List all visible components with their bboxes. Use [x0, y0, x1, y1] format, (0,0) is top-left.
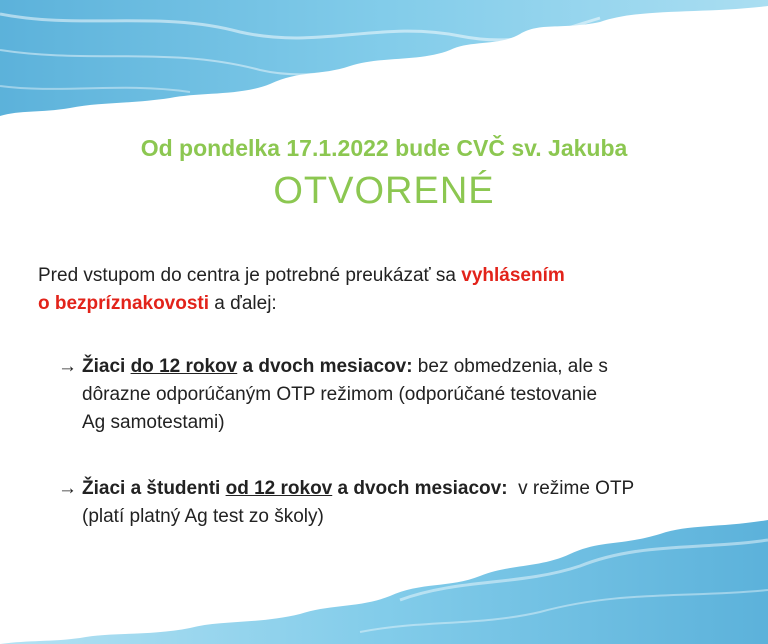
- list-item: [58, 353, 738, 437]
- top-brush-decoration: [0, 0, 768, 120]
- item-text-line2: (platí platný Ag test zo školy): [82, 506, 324, 527]
- item-age-underlined: od 12 rokov: [225, 478, 333, 499]
- item-text-line1: bez obmedzenia, ale s: [412, 356, 608, 377]
- item-bold-start: Žiaci a študenti: [82, 478, 226, 499]
- item-bold-end: a dvoch mesiacov:: [332, 478, 508, 499]
- headline-date: Od pondelka 17.1.2022 bude CVČ sv. Jakuba: [140, 135, 628, 161]
- arrow-icon: →: [58, 356, 77, 377]
- intro-paragraph: [38, 262, 728, 318]
- headline-status: OTVORENÉ: [273, 170, 495, 212]
- item-text-line2: dôrazne odporúčaným OTP režimom (odporúčané testovanie: [82, 384, 598, 405]
- item-bold-start: Žiaci: [82, 356, 131, 377]
- arrow-icon: →: [58, 478, 77, 499]
- intro-highlight-symptomless: o bezpríznakovosti: [38, 293, 210, 314]
- intro-text-end: a ďalej:: [209, 293, 277, 314]
- item-age-underlined: do 12 rokov: [130, 356, 238, 377]
- item-text-line3: Ag samotestami): [82, 412, 225, 433]
- intro-text-start: Pred vstupom do centra je potrebné preukázať sa: [38, 265, 462, 286]
- list-item: [58, 475, 738, 531]
- bottom-brush-decoration: [0, 520, 768, 644]
- intro-highlight-declaration: vyhlásením: [461, 265, 565, 286]
- item-bold-end: a dvoch mesiacov:: [237, 356, 413, 377]
- item-text-line1: v režime OTP: [507, 478, 635, 499]
